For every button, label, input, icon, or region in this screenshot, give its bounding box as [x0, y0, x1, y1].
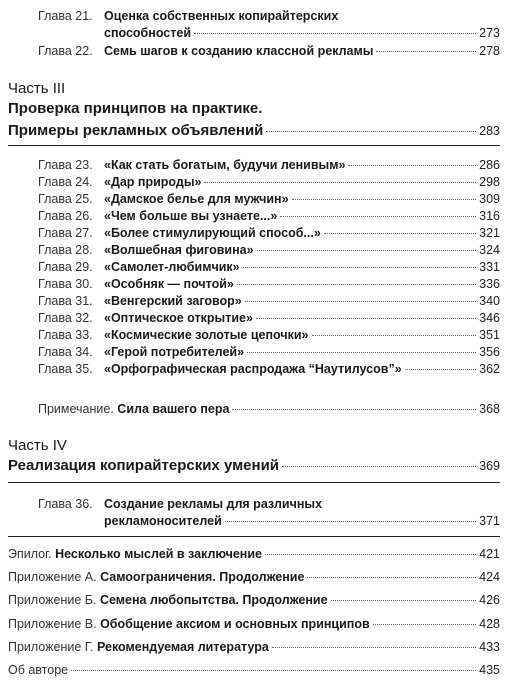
toc-entry-part-3[interactable]: [8, 121, 500, 141]
toc-entry-chapter-21[interactable]: [38, 8, 500, 42]
dot-leader: [272, 647, 476, 648]
toc-entry-back-matter-4[interactable]: [8, 616, 500, 633]
chapter-title-line1: Создание рекламы для различных: [104, 497, 323, 511]
dot-leader: [266, 131, 476, 132]
part-3-title-line1: Проверка принципов на практике.: [8, 100, 263, 117]
entry-label: Глава 26.: [38, 209, 93, 223]
page-number: 421: [479, 547, 500, 561]
entry-label: Приложение Г.: [8, 639, 97, 654]
toc-entry-chapter-24[interactable]: [38, 174, 500, 191]
dot-leader: [265, 554, 476, 555]
dot-leader: [324, 233, 476, 234]
entry-title: Несколько мыслей в заключение: [55, 547, 262, 561]
dot-leader: [256, 318, 476, 319]
entry-label: Глава 27.: [38, 226, 93, 240]
page-number: 369: [479, 459, 500, 473]
dot-leader: [237, 284, 476, 285]
toc-entry-back-matter-1[interactable]: [8, 546, 500, 563]
page-number: 424: [479, 570, 500, 585]
dot-leader: [348, 165, 476, 166]
dot-leader: [225, 521, 476, 522]
page-number: 426: [479, 593, 500, 608]
dot-leader: [376, 51, 476, 52]
dot-leader: [257, 250, 477, 251]
page-number: 273: [479, 26, 500, 40]
entry-label: Глава 23.: [38, 158, 93, 172]
dot-leader: [71, 670, 476, 671]
chapter-title: Семь шагов к созданию классной рекламы: [104, 44, 374, 58]
toc-entry-chapter-25[interactable]: [38, 191, 500, 208]
page-number: 324: [479, 243, 500, 257]
chapter-title-line2: способностей: [104, 26, 192, 40]
page-number: 433: [479, 639, 500, 654]
toc-entry-chapter-23[interactable]: [38, 157, 500, 174]
page-number: 316: [479, 209, 500, 223]
entry-label: Приложение В.: [8, 616, 101, 631]
entry-title: «Космические золотые цепочки»: [104, 328, 309, 342]
page-number: 331: [479, 260, 500, 274]
page-number: 283: [479, 124, 500, 138]
toc-entry-back-matter-6[interactable]: [8, 662, 500, 679]
entry-title: «Более стимулирующий способ...»: [104, 226, 321, 240]
page-number: 340: [479, 294, 500, 308]
dot-leader: [232, 409, 476, 410]
entry-label: Об авторе: [8, 663, 69, 677]
chapter-title-line1: Оценка собственных копирайтерских: [104, 9, 339, 23]
dot-leader: [280, 216, 476, 217]
toc-entry-chapter-29[interactable]: [38, 259, 500, 276]
entry-label: Глава 33.: [38, 328, 93, 342]
toc-entry-chapter-35[interactable]: [38, 361, 500, 378]
toc-entry-back-matter-2[interactable]: [8, 569, 500, 586]
dot-leader: [373, 624, 476, 625]
entry-label: Глава 24.: [38, 175, 93, 189]
entry-label: Глава 34.: [38, 345, 93, 359]
page-number: 298: [479, 175, 500, 189]
entry-label: Глава 30.: [38, 277, 93, 291]
dot-leader: [312, 335, 477, 336]
entry-title: «Волшебная фиговина»: [104, 243, 254, 257]
entry-title: Обобщение аксиом и основных принципов: [100, 616, 370, 631]
note-title: Сила вашего пера: [117, 402, 230, 416]
dot-leader: [245, 301, 476, 302]
toc-entry-chapter-26[interactable]: [38, 208, 500, 225]
dot-leader: [307, 577, 476, 578]
part-4-divider: [8, 482, 500, 483]
part-3-title-line2: Примеры рекламных объявлений: [8, 122, 264, 139]
chapter-title-line2: рекламоносителей: [104, 514, 222, 528]
toc-entry-part-4[interactable]: [8, 456, 500, 476]
entry-title: «Венгерский заговор»: [104, 294, 242, 308]
page-number: 346: [479, 311, 500, 325]
entry-title: «Дар природы»: [104, 175, 202, 189]
entry-title: «Оптическое открытие»: [104, 311, 253, 325]
note-label: Примечание.: [38, 402, 118, 416]
dot-leader: [282, 466, 476, 467]
entry-label: Глава 28.: [38, 243, 93, 257]
page-number: 362: [479, 362, 500, 376]
entry-title: «Чем больше вы узнаете...»: [104, 209, 278, 223]
toc-entry-back-matter-5[interactable]: [8, 639, 500, 656]
entry-title: «Самолет-любимчик»: [104, 260, 240, 274]
toc-entry-chapter-36[interactable]: [38, 496, 500, 530]
dot-leader: [194, 33, 476, 34]
toc-entry-note[interactable]: [38, 401, 500, 418]
toc-entry-chapter-34[interactable]: [38, 344, 500, 361]
chapter-label: Глава 36.: [38, 497, 93, 511]
toc-entry-chapter-30[interactable]: [38, 276, 500, 293]
page-number: 286: [479, 158, 500, 172]
entry-title: «Герой потребителей»: [104, 345, 245, 359]
part-4-title: Реализация копирайтерских умений: [8, 457, 280, 474]
toc-entry-chapter-27[interactable]: [38, 225, 500, 242]
entry-label: Глава 32.: [38, 311, 93, 325]
dot-leader: [247, 352, 476, 353]
entry-title: «Особняк — почтой»: [104, 277, 234, 291]
dot-leader: [204, 182, 476, 183]
page-number: 428: [479, 616, 500, 631]
entry-title: «Дамское белье для мужчин»: [104, 192, 289, 206]
entry-title: «Как стать богатым, будучи ленивым»: [104, 158, 346, 172]
page-number: 371: [479, 514, 500, 528]
entry-title: Семена любопытства. Продолжение: [99, 593, 328, 608]
page-number: 278: [479, 44, 500, 58]
entry-label: Глава 29.: [38, 260, 93, 274]
entry-title: Самоограничения. Продолжение: [100, 570, 305, 585]
toc-entry-chapter-33[interactable]: [38, 327, 500, 344]
part-4-label: Часть IV: [8, 437, 67, 454]
dot-leader: [331, 600, 477, 601]
entry-label: Приложение Б.: [8, 593, 100, 608]
part-3-divider: [8, 145, 500, 146]
toc-entry-chapter-32[interactable]: [38, 310, 500, 327]
page-number: 309: [479, 192, 500, 206]
dot-leader: [405, 369, 476, 370]
page-number: 321: [479, 226, 500, 240]
toc-entry-chapter-28[interactable]: [38, 242, 500, 259]
part-3-label: Часть III: [8, 80, 66, 97]
entry-label: Приложение А.: [8, 570, 101, 585]
back-matter-divider: [8, 536, 500, 537]
entry-label: Эпилог.: [8, 547, 56, 561]
page-number: 368: [479, 402, 500, 416]
entry-label: Глава 25.: [38, 192, 93, 206]
entry-title: «Орфографическая распродажа “Наутилусов”»: [104, 362, 402, 376]
entry-title: Рекомендуемая литература: [96, 639, 269, 654]
page-number: 435: [479, 663, 500, 677]
page-number: 356: [479, 345, 500, 359]
chapter-label: Глава 21.: [38, 9, 93, 23]
toc-entry-chapter-22[interactable]: [38, 43, 500, 60]
toc-entry-back-matter-3[interactable]: [8, 592, 500, 609]
entry-label: Глава 31.: [38, 294, 93, 308]
dot-leader: [243, 267, 477, 268]
toc-entry-chapter-31[interactable]: [38, 293, 500, 310]
dot-leader: [292, 199, 477, 200]
entry-label: Глава 35.: [38, 362, 93, 376]
page-number: 336: [479, 277, 500, 291]
page-number: 351: [479, 328, 500, 342]
chapter-label: Глава 22.: [38, 44, 93, 58]
